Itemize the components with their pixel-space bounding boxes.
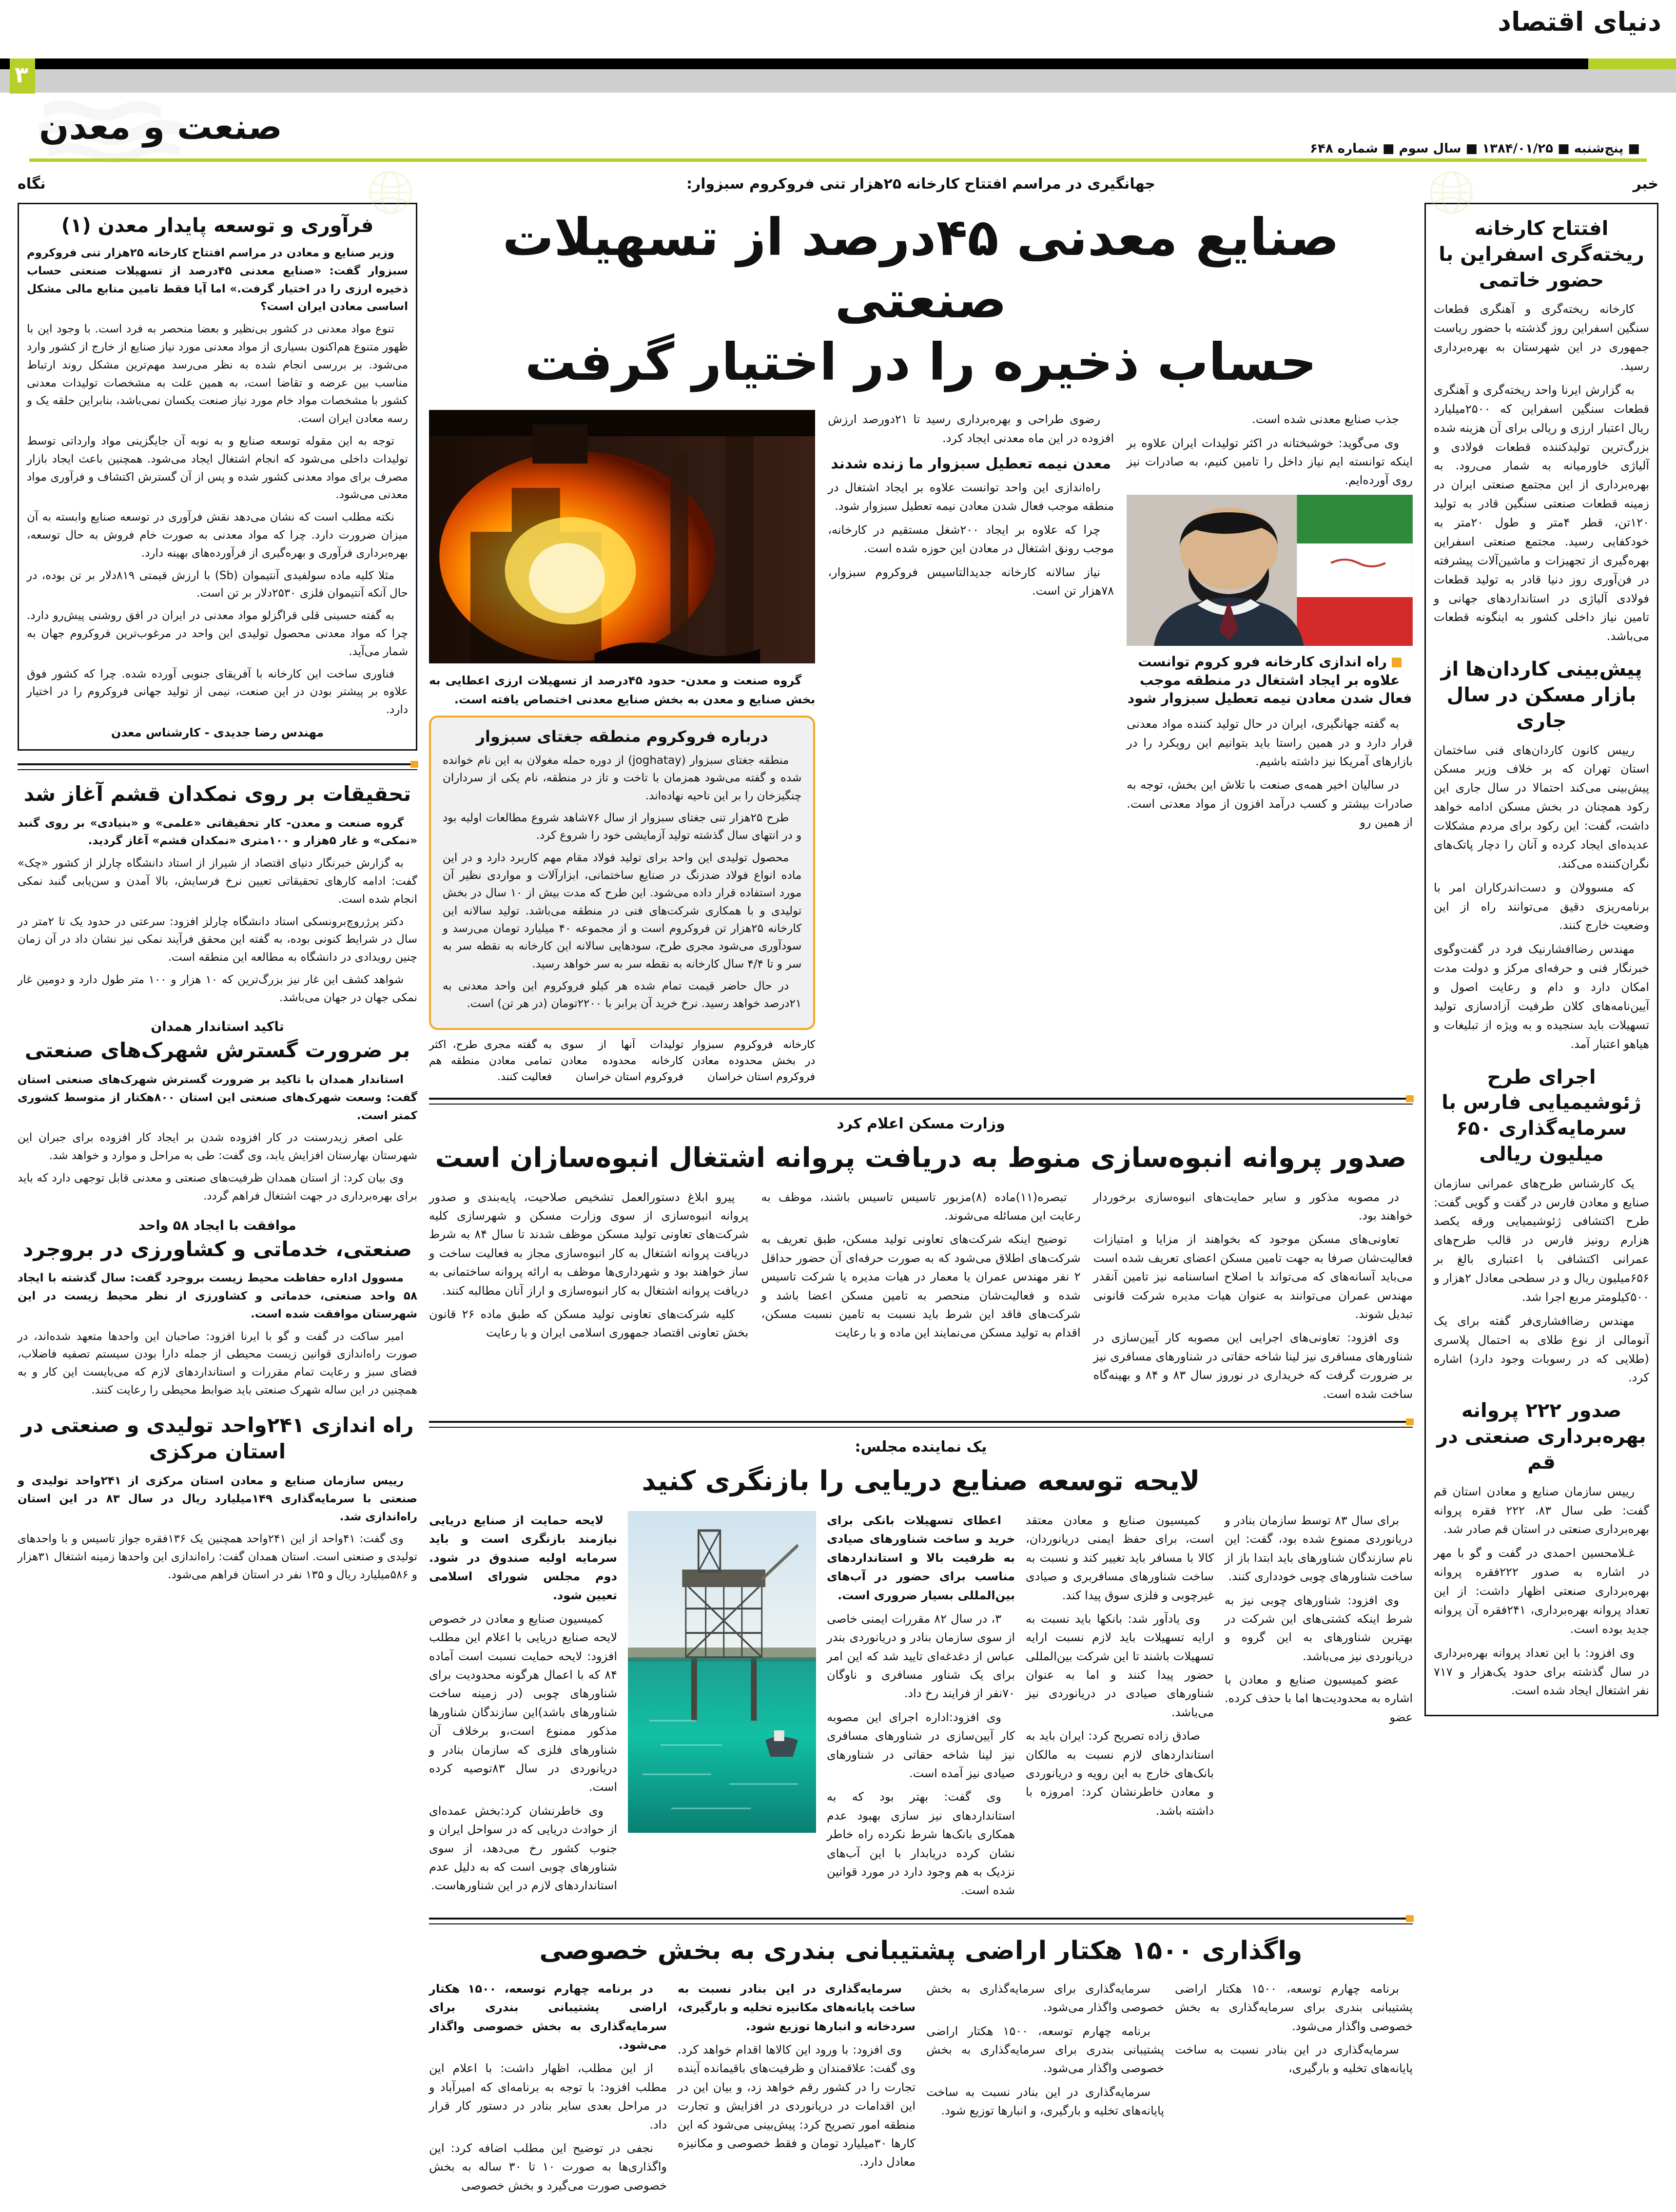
lead: استاندار همدان با تاکید بر ضرورت گسترش شهرک‌های صنعتی استان گفت: وسعت شهرک‌های صنعتی این استان ۸۰۰هکتار از متوسط کشوری کمتر است. — [18, 1073, 417, 1122]
paragraph: منطقه جغتای سبزوار (joghatay) از دوره حمله مغولان به این نام خوانده شده و گفته می‌شود همزمان با تاخت و تاز در منطقه، نام یکی از سرداران چنگیزخان را بر این ناحیه نهاده‌اند. — [443, 754, 802, 802]
masthead — [0, 58, 1676, 93]
infobox-footnote-mid: تولیدات آنها از سوی کارخانه محدوده معادن فروکروم استان خراسان — [561, 1038, 684, 1083]
divider — [429, 1421, 1413, 1423]
offshore-rig-photo — [628, 1511, 816, 1833]
paragraph: نجفی در توضیح این مطلب اضافه کرد: این واگذاری‌ها به صورت ۱۰ تا ۳۰ ساله به بخش خصوصی صورت می‌گیرد و بخش خصوصی — [429, 2141, 667, 2193]
paragraph: یک کارشناس طرح‌های عمرانی سازمان صنایع و معادن فارس در گفت و گویی گفت: طرح اکتشافی ژئوشیمیایی ورقه یکصد هزارم رونیز فارس در قالب طرح‌های عمرانی اکتشافی با اعتباری بالغ بر ۶۵۶میلیون ریال و در سطحی معادل ۲هزار و ۵۰۰کیلومتر مربع اجرا شد. — [1434, 1176, 1649, 1304]
paragraph: به گفته حسینی قلی قراگزلو مواد معدنی در ایران در افق روشنی پیش‌رو دارد. چرا که مواد معدنی محصول تولیدی این واحد در مرغوب‌ترین فروکروم جهان به شمار می‌آید. — [27, 609, 408, 658]
paragraph: مهندس رضاافشاری‌فر گفته برای یک آنومالی از نوع طلای به احتمال پلاسری (طلایی که در رسوبات وجود دارد) اشاره کرد. — [1434, 1314, 1649, 1385]
paragraph: از این مطلب، اظهار داشت: با اعلام این مطلب افزود: با توجه به برنامه‌ای که امیرآباد و در مراحل بعدی سایر بنادر در دستور کار قرار داد. — [429, 2061, 667, 2132]
furnace-photo — [429, 410, 815, 663]
paragraph: تعاونی‌های مسکن موجود که بخواهند از مزایا و امتیازات فعالیت‌شان صرفا به جهت تامین مسکن اعضای تعریف شده است می‌باید آسانه‌های که می‌تواند با اصلاح اساسنامه نیز تامین آنقدر مهندس عمران می‌توانند به عنوان هیات مدیره شرکت قانونی تبدیل شوند. — [1093, 1232, 1413, 1321]
infobox-footnote-right: به گفته مجری طرح، اکثر تمامی معادن منطقه هم فعالیت کنند. — [429, 1038, 552, 1083]
main-col-left-text-2 — [1127, 715, 1413, 832]
lead: مسوول اداره حفاظت محیط زیست بروجرد گفت: سال گذشته با ایجاد ۵۸ واحد صنعتی، خدماتی و کشاورزی از نظر محیط زیست در این شهرستان موافقت شده است. — [18, 1272, 417, 1320]
main-story-grid — [429, 410, 1413, 1085]
left-news-headline-2: بر ضرورت گسترش شهرک‌های صنعتی — [24, 1038, 410, 1063]
newspaper-logo: دنیای اقتصاد — [1498, 6, 1661, 37]
paragraph: لایحه حمایت از صنایع دریایی نیازمند بازنگری است و باید سرمایه اولیه صندوق در شود. دوم مجلس شورای اسلامی تعیین شود. — [429, 1513, 617, 1602]
paragraph: پیرو ابلاغ دستورالعمل تشخیص صلاحیت، پایه‌بندی و صدور پروانه انبوه‌سازی از سوی وزارت مسکن و شهرسازی کلیه شرکت‌های تعاونی تولید مسکن موظف شدند تا سال ۸۴ به شرط دریافت پروانه اشتغال به کار انبوه‌سازی مجاز به فعالیت ساخت و ساز خواهند بود و شهرداری‌ها موظف به ارائه پروانه ساختمانی به دریافت پروانه اشتغال به کار انبوه‌سازی و اراز آنان مطالبه کنند. — [429, 1190, 749, 1298]
left-news-kicker-3: موافقت با ایجاد ۵۸ واحد — [138, 1218, 296, 1233]
mid-section-1-columns — [429, 1188, 1413, 1408]
paragraph: وی افزود: شناورهای چوبی نیز به شرط اینکه کشتی‌های این شرکت در بهترین شناورهای به این گروه و دریانوردی نیز می‌باشد. — [1225, 1593, 1413, 1663]
section-title-block — [29, 97, 380, 163]
infobox-body — [443, 752, 801, 1013]
paragraph: ۳، در سال ۸۲ مقررات ایمنی خاصی از سوی سازمان بنادر و دریانوردی بندر عباس از دغدغه‌ای تایید شد که این امر برای یک شناور مسافری و ناوگان ۷۰نفر از فرایند رخ داد. — [827, 1611, 1015, 1701]
paragraph: سرمایه‌گذاری برای سرمایه‌گذاری به بخش خصوصی واگذار می‌شود. — [926, 1981, 1164, 2015]
left-news-3 — [18, 1218, 417, 1399]
paragraph: فناوری ساخت این کارخانه با آفریقای جنوبی آورده شده. چرا که کشور فوق علاوه بر پیشتر بودن در این صنعت، نیمی از تولید جهانی فروکروم را در اختیار دارد. — [27, 667, 408, 717]
main-subhead: معدن نیمه تعطیل سبزوار ما زنده شدند — [831, 455, 1111, 473]
paragraph: کلیه شرکت‌های تعاونی تولید مسکن که طبق ماده ۲۶ قانون بخش تعاونی اقتصاد جمهوری اسلامی ایران و با رعایت — [429, 1307, 749, 1340]
paragraph: توضیح اینکه شرکت‌های تعاونی تولید مسکن، طبق تعریف به شرکت‌های اطلاق می‌شود که به صورت حرفه‌ای آن حضور حداقل ۲ نفر مهندس عمران یا معمار در هیات مدیره یا شرکت تاسیس شده و فعالیت‌شان منحصر به تامین مسکن اعضا باشد و شرکت‌های فاقد این شرط باید نسبت به تامین نسبت مسکن، اقدام به تولید مسکن می‌نمایند این ماده و با رعایت — [761, 1232, 1081, 1340]
sidebar-article-1 — [1434, 216, 1649, 646]
paragraph: رییس سازمان صنایع و معادن استان قم گفت: طی سال ۸۳، ۲۲۲ فقره پروانه بهره‌برداری صنعتی در استان قم صادر شد. — [1434, 1484, 1649, 1536]
lead: در برنامه چهارم توسعه، ۱۵۰۰ هکتار اراضی پشتیبانی بندری برای سرمایه‌گذاری به بخش خصوصی واگذار می‌شود. — [429, 1981, 667, 2052]
paragraph: صادق زاده تصریح کرد: ایران باید به استانداردهای لازم نسبت به مالکان بانک‌های خارج به این رویه و دریانوردی و معادن خاطرنشان کرد: امروزه با داشته باشد. — [1026, 1729, 1214, 1818]
paragraph: به گزارش خبرنگار دنیای اقتصاد از شیراز از استاد دانشگاه چارلز از کشور «چک» گفت: ادامه کارهای تحقیقاتی تعیین نرخ فرسایش، بالا آمدن و سن‌یابی گنبد نمکی انجام شده است. — [18, 857, 417, 906]
main-lead: گروه صنعت و معدن- حدود ۴۵درصد از تسهیلات ارزی اعطایی به بخش صنایع و معدن به بخش صنایع معدنی اختصاص یافته است. — [429, 674, 816, 706]
left-news-body-2 — [18, 1071, 417, 1205]
page-number: ۳ — [15, 61, 29, 88]
left-sidebar — [18, 175, 417, 2189]
left-news-body-3 — [18, 1269, 417, 1399]
sidebar-headline-2: پیش‌بینی کاردان‌ها از بازار مسکن در سال جاری — [1441, 658, 1642, 732]
paragraph: در سالیان اخیر همه‌ی صنعت با تلاش این بخش، توجه به صادرات بیشتر و کسب درآمد افزون از مواد معدنی است. از همین رو — [1127, 778, 1413, 830]
left-news-kicker-2: تاکید استاندار همدان — [151, 1019, 284, 1035]
divider-thin — [429, 1923, 1413, 1924]
caption-text: راه اندازی کارخانه فرو کروم توانست علاوه بر ایجاد اشتغال در منطقه موجب فعال شدن معادن نیمه تعطیل سبزوار شود — [1127, 653, 1412, 707]
masthead-grey-bar — [0, 69, 1676, 93]
section-title: صنعت و معدن — [39, 106, 282, 147]
left-sidebar-label: نگاه — [18, 175, 46, 193]
divider-thin — [429, 1427, 1413, 1428]
paragraph: به گفته جهانگیری، ایران در حال تولید کننده مواد معدنی قرار دارد و در همین راستا باید بتوانیم این رویکرد را در بازارهای آمریکا نیز داشته باشیم. — [1127, 717, 1413, 769]
paragraph: دکتر پرژروچ‌برونسکی استاد دانشگاه چارلز افزود: سرعتی در حدود یک تا ۲متر در سال در شرایط کنونی بوده، به گفته این محقق فرآیند نمکی نیز نشان داد در آن زمان چنین رویدادی در دانشگاه به مطالعه این منطقه است. — [18, 915, 417, 964]
paragraph: وی بیان کرد: از استان همدان ظرفیت‌های صنعتی و معدنی قابل توجهی دارد که باید برای بهره‌برداری در جهت اشتغال فراهم گردد. — [18, 1172, 417, 1203]
mid-col — [827, 1511, 1015, 1905]
paragraph: سرمایه‌گذاری در این بنادر نسبت به ساخت پایانه‌های تخلیه و بارگیری، — [1175, 2042, 1413, 2076]
mid-col — [429, 1188, 748, 1408]
opinion-headline: فرآوری و توسعه پایدار معدن (۱) — [61, 214, 374, 237]
paragraph: وی افزود:اداره اجرای این مصوبه کار آیین‌سازی در شناورهای مسافری نیز لینا شاخه حقاتی در شناورهای صیادی نیز آمده است. — [827, 1710, 1015, 1781]
sidebar-article-3 — [1434, 1065, 1649, 1388]
paragraph: چرا که علاوه بر ایجاد ۲۰۰شغل مستقیم در کارخانه، موجب رونق اشتغال در معادن این حوزه شده است. — [828, 523, 1114, 556]
paragraph: مهندس رضاافشارنیک فرد در گفت‌وگوی خبرنگار فنی و حرفه‌ای مرکز و دولت مدت امکان دارد و دام و رعایت اصول و آیین‌نامه‌های کلان طرفیت آزادسازی تولید تسهیلات باید سنجیده و به ویژه از تبلیغات و هیاهو اعتبار آمد. — [1434, 942, 1649, 1051]
mid-section-1 — [429, 1115, 1413, 1408]
paragraph: مثلا کلیه ماده سولفیدی آنتیموان (Sb) با ارزش قیمتی ۸۱۹دلار بر تن بوده، در حال آنکه آنتیموان فلزی ۲۵۳۰دلار بر تن است. — [27, 569, 408, 600]
infobox-title: درباره فروکروم منطقه جغتای سبزوار — [476, 727, 768, 746]
paragraph: امیر ساکت در گفت و گو با ایرنا افزود: صاحبان این واحدها متعهد شده‌اند، در صورت راه‌اندازی قوانین زیست محیطی از جمله دارا بودن سیستم تصفیه فاضلاب، فضای سبز و رعایت تمام مقررات و استانداردهای لازم که می‌بایست این کار و به همچنین در این ساله شهرک صنعتی باید ضوابط محیطی را رعایت کنند. — [18, 1330, 417, 1397]
lead: رییس سازمان صنایع و معادن استان مرکزی از ۲۴۱واحد تولیدی و صنعتی با سرمایه‌گذاری ۱۴۹میلیارد ریال در سال ۸۳ در این استان راه‌اندازی شد. — [18, 1475, 417, 1523]
mid-col — [926, 1979, 1164, 2200]
paragraph: وی خاطرنشان کرد:بخش عمده‌ای از حوادث دریایی که در سواحل ایران و جنوب کشور رخ می‌دهد، از سوی شناورهای چوبی است که به دلیل عدم استانداردهای لازم در این شناورهاست. — [429, 1804, 617, 1893]
main-headline-line-1: صنایع معدنی ۴۵درصد از تسهیلات صنعتی — [502, 208, 1340, 330]
mid-col — [678, 1979, 916, 2200]
mid-col — [429, 1979, 667, 2200]
paragraph: که مسوولان و دست‌اندرکاران امر با برنامه‌ریزی دقیق می‌توانند راه از این وضعیت خارج کنند. — [1434, 880, 1649, 932]
paragraph: کمیسیون صنایع و معادن معتقد است، برای حفظ ایمنی دریانوردان، کالا با مسافر باید تغییر کند و نسبت به ساخت شناورهای مسافربری و صیادی غیرچوبی و فلزی سوق پیدا کند. — [1026, 1513, 1214, 1602]
main-col-left — [1127, 410, 1413, 1085]
mid-col — [1026, 1511, 1214, 1905]
minister-portrait-photo — [1127, 495, 1413, 646]
paragraph: وی یادآور شد: بانکها باید نسبت به ارایه تسهیلات باید لازم نسبت ارایه تسهیلات باشند تا این شرکت بین‌المللی حضور پیدا کنند و اما به عنوان شناورهای صیادی در دریانوردی نیز می‌باشد. — [1026, 1611, 1214, 1719]
section-divider-rule — [29, 158, 1647, 162]
sidebar-body-2 — [1434, 741, 1649, 1054]
sidebar-body-3 — [1434, 1174, 1649, 1388]
mid-section-3 — [429, 1935, 1413, 2200]
paragraph: در حال حاضر قیمت تمام شده هر کیلو فروکروم این واحد معدنی به ۲۱درصد خواهد رسید. نرخ خرید آن برابر با ۲۲۰۰تومان (در هر تن) است. — [443, 980, 802, 1010]
right-sidebar — [1424, 175, 1658, 2189]
paragraph: راه‌اندازی این واحد توانست علاوه بر ایجاد اشتغال در منطقه موجب فعال شدن معادن نیمه تعطیل سبزوار شود. — [828, 481, 1114, 513]
divider — [18, 763, 417, 765]
masthead-black-bar — [0, 58, 1676, 69]
paragraph: رییس کانون کاردان‌های فنی ساختمان استان تهران که بر خلاف وزیر مسکن پیش‌بینی می‌کند احتمالا در سال جاری این رکود همچنان در بخش مسکن ادامه خواهد داشت، گفت: این رکود برای مردم مشکلات عدیده‌ای ایجاد کرده و آنان را دچار پاتک‌های نگران‌کننده می‌کند. — [1434, 743, 1649, 871]
left-news-body-1 — [18, 815, 417, 1007]
divider — [429, 1098, 1413, 1100]
mid-col — [429, 1511, 617, 1905]
paragraph: وی افزود: با این تعداد پروانه بهره‌برداری در سال گذشته برای حدود یک‌هزار و ۷۱۷ نفر اشتغال ایجاد شده است. — [1434, 1646, 1649, 1698]
main-content — [429, 175, 1413, 2193]
paragraph: طرح ۲۵هزار تنی جغتای سبزوار از سال ۷۶شاهد شروع مطالعات اولیه بود و در انتهای سال گذشته تولید آزمایشی خود را شروع کرد. — [443, 812, 802, 842]
caption-bullet-icon — [1392, 658, 1402, 667]
paragraph: به گزارش ایرنا واحد ریخته‌گری و آهنگری قطعات سنگین اسفراین که ۲۵۰۰میلیارد ریال اعتبار ارزی و ریالی برای آن هزینه شده بزرگ‌ترین تولیدکننده قطعات فولادی و آلیاژی خاورمیانه به شمار می‌رود. به بهره‌برداری از این مجتمع صنعتی ایران در زمینه قطعات صنعتی سنگین قادر به تولید ۱۲۰تن، قطر ۴متر و طول ۲۰متر به خودکفایی رسید. مجتمع صنعتی اسفراین بهره‌گیری از تجهیزات و ماشین‌آلات پیشرفته در فن‌آوری روز دنیا قادر به تولید قطعات فولادی آلیاژی در استانداردهای جهانی و تامین نیاز داخلی کشور به اینگونه قطعات می‌باشد. — [1434, 383, 1649, 643]
mid-section-3-columns — [429, 1979, 1413, 2200]
paragraph: علی اصغر زیدرسنت در کار افزوده شدن بر ایجاد کار افزوده برای جبران این شهرستان بهارستان افزایش یابد، وی گفت: طی به مراحل و موارد و خواهد شد. — [18, 1131, 417, 1163]
paragraph: کارخانه ریخته‌گری و آهنگری قطعات سنگین اسفراین روز گذشته با حضور ریاست جمهوری در این شهرستان به بهره‌برداری رسید. — [1434, 302, 1649, 373]
dateline: ■ پنج‌شنبه ■ ۱۳۸۴/۰۱/۲۵ ■ سال سوم ■ شماره ۶۴۸ — [1303, 141, 1647, 156]
infobox — [429, 716, 815, 1030]
main-kicker: جهانگیری در مراسم افتتاح کارخانه ۲۵هزار تنی فروکروم سبزوار: — [686, 175, 1156, 193]
sidebar-headline-1: افتتاح کارخانه ریخته‌گری اسفراین با حضور خاتمی — [1439, 217, 1644, 291]
right-sidebar-label: خبر — [1633, 175, 1658, 193]
sidebar-article-4 — [1434, 1398, 1649, 1700]
paragraph: کمیسیون صنایع و معادن در خصوص لایحه صنایع دریایی با اعلام این مطلب افزود: لایحه حمایت نسبت است آماده ۸۴ که با اعمال هرگونه محدودیت برای شناورهای چوبی (در زمینه ساخت شناورهای باشد)این سازندگان شناورها مذکور ممنوع است،و برخلاف آن شناورهای فلزی که سازمان بنادر و دریانوردی در سال ۸۳توصیه کرده است. — [429, 1611, 618, 1794]
left-news-1 — [18, 781, 417, 1007]
mid-col — [1093, 1188, 1413, 1408]
paragraph: برای سال ۸۳ توسط سازمان بنادر و دریانوردی ممنوع شده بود، گفت: این نام سازندگان شناورهای باید ابتدا باز از ساخت شناورهای چوبی خودداری کنند. — [1225, 1513, 1413, 1584]
paragraph: رضوی طراحی و بهره‌برداری رسید تا ۲۱دورصد ارزش افزوده در این ماه معدنی ایجاد کرد. — [828, 412, 1114, 445]
mid-col-with-photo — [628, 1511, 816, 1905]
masthead-green-tab — [1588, 58, 1676, 69]
left-news-4 — [18, 1412, 417, 1584]
paragraph: عضو کمیسیون صنایع و معادن با اشاره به محدودیت‌ها اما با حذف کرده. عضو — [1225, 1673, 1413, 1724]
main-headline-line-2: حساب ذخیره را در اختیار گرفت — [525, 332, 1317, 392]
main-col-photo — [429, 410, 815, 1085]
paragraph: برنامه چهارم توسعه، ۱۵۰۰ هکتار اراضی پشتیبانی بندری برای سرمایه‌گذاری به بخش خصوصی واگذار می‌شود. — [1175, 1981, 1413, 2033]
paragraph: در مصوبه مذکور و سایر حمایت‌های انبوه‌سازی برخوردار خواهند بود. — [1093, 1190, 1413, 1223]
main-col-middle — [828, 410, 1114, 1085]
opinion-lead: وزیر صنایع و معادن در مراسم افتتاح کارخانه ۲۵هزار تنی فروکروم سبزوار گفت: «صنایع معدنی ۴۵درصد از تسهیلات صنعتی حساب ذخیره ارزی را در اختیار گرفت.» اما آیا فقط تامین منابع مالی مشکل اساسی معادن ایران است؟ — [27, 247, 408, 313]
main-col-photo-text — [429, 671, 815, 709]
paragraph: تنوع مواد معدنی در کشور بی‌نظیر و بعضا منحصر به فرد است. با وجود این با ظهور متنوع هم‌اکنون بسیاری از مواد معدنی مورد نیاز صنایع از خارج از کشور وارد می‌شود. بر بررسی انجام شده به نظر می‌رسد مهم‌ترین مشکل روند ارتباط مناسب بین عرضه و تقاضا است، به همین علت به مشخصات تولیدات معدنی کشور با مشخصات مواد خام مورد نیاز صنعت یکسان نمی‌باشد، بنابراین حلقه یک و رسه معادن ایران است. — [27, 323, 408, 426]
main-col-middle-text-2 — [828, 478, 1114, 600]
mid-kicker-2: یک نماینده مجلس: — [855, 1438, 987, 1455]
paragraph: غـلامحسین احمدی در گفت و گو با مهر در اشاره به صدور ۲۲۲فقره پروانه بهره‌برداری صنعتی اظهار داشت: از این تعداد پروانه بهره‌برداری، ۲۴۱فقره آن پروانه جدید بوده است. — [1434, 1546, 1650, 1636]
paragraph: وی می‌گوید: خوشبختانه در اکثر تولیدات ایران علاوه بر اینکه توانسته ایم نیاز داخل را تامین کنیم، به صادرات نیز روی آورده‌ایم. — [1127, 436, 1413, 487]
mid-headline-3: واگذاری ۱۵۰۰ هکتار اراضی پشتیبانی بندری به بخش خصوصی — [539, 1936, 1303, 1965]
paragraph: سرمایه‌گذاری در این بنادر نسبت به ساخت پایانه‌های مکانیزه تخلیه و بارگیری، سردخانه و انبارها توزیع شود. — [678, 1981, 916, 2033]
mid-kicker-1: وزارت مسکن اعلام کرد — [837, 1115, 1005, 1132]
sidebar-article-2 — [1434, 657, 1649, 1053]
main-headline — [429, 206, 1413, 393]
mid-section-2 — [429, 1438, 1413, 1905]
left-news-2 — [18, 1019, 417, 1205]
paragraph: تبصره(۱۱)ماده (۸)مزبور تاسیس تاسیس باشند، موظف به رعایت این مسائله می‌شوند. — [761, 1190, 1081, 1223]
paragraph: وی گفت: بهتر بود که به استانداردهای نیز سازی بهبود عدم همکاری بانک‌ها شرط نکرده راه خاطر نشان کرده دریابدار با این آب‌های نزدیک به هم وجود دارد در مورد قوانین شده است. — [827, 1790, 1015, 1898]
left-news-body-4 — [18, 1472, 417, 1584]
mid-col — [1225, 1511, 1413, 1905]
paragraph: توجه به این مقوله توسعه صنایع و به نوبه آن جایگزینی مواد وارداتی توسط تولیدات داخلی می‌شود که انجام اشتغال ایجاد می‌شود. همچنین باعث ایجاد بازار مصرف برای مواد معدنی کشور شده و پس از آن گسترش اکتشاف و فرآوری مواد معدنی می‌شود. — [27, 434, 408, 502]
mid-headline-2: لایحه توسعه صنایع دریایی را بازنگری کنید — [642, 1465, 1200, 1497]
lead: گروه صنعت و معدن- کار تحقیقاتی «علمی» و «بنیادی» بر روی گنبد «نمکی» و غار ۵هزار و ۱۰۰متری «نمکدان قشم» آغاز گردید. — [18, 816, 417, 848]
paragraph: نیاز سالانه کارخانه جدیدالتاسیس فروکروم سبزوار، ۷۸هزار تن است. — [828, 565, 1114, 598]
sidebar-headline-4: صدور ۲۲۲ پروانه بهره‌برداری صنعتی در قم — [1437, 1399, 1646, 1474]
mid-col — [1175, 1979, 1413, 2200]
opinion-body — [27, 244, 408, 719]
main-col-left-text — [1127, 410, 1413, 490]
divider-thin — [429, 1104, 1413, 1105]
infobox-footnote-left: کارخانه فروکروم سبزوار در بخش محدوده معادن فروکروم استان خراسان — [692, 1038, 816, 1083]
sidebar-body-1 — [1434, 300, 1649, 646]
sidebar-body-4 — [1434, 1482, 1649, 1701]
mid-col — [761, 1188, 1080, 1408]
left-news-headline-4: راه اندازی ۲۴۱واحد تولیدی و صنعتی در استان مرکزی — [21, 1413, 414, 1464]
paragraph: جذب صنایع معدنی شده است. — [1252, 412, 1399, 427]
opinion-box — [18, 203, 417, 751]
divider-thin — [18, 769, 417, 770]
photo-caption — [1127, 653, 1413, 708]
left-news-headline-1: تحقیقات بر روی نمکدان قشم آغاز شد — [23, 781, 411, 806]
paragraph: محصول تولیدی این واحد برای تولید فولاد مقام مهم کاربرد دارد و در این ماده انواع فولاد ضدزنگ در صنایع ساختمانی، ابزارآلات و مواردی نظیر آن مورد استفاده قرار داده می‌شود. این طرح که مدت بیش از ۱۰ سال در بخش تولیدی و با همکاری شرکت‌های فنی در منطقه می‌باشد. تولید سالانه این کارخانه ۲۵هزار تن فروکروم است و از مجموعه ۴۰ میلیارد تومان می‌رسد و سودآوری می‌شود مجری طرح، سودهایی سالانه این کارخانه به نقطه سر به سر و تا ۴/۴ سال کارخانه به نقطه سر به سر خواهد رسید. — [443, 851, 802, 970]
mid-section-2-columns — [429, 1511, 1413, 1905]
paragraph: وی افزود: تعاونی‌های اجرایی این مصوبه کار آیین‌سازی در شناورهای مسافری نیز لینا شاخه حقاتی در شناورهای مسافری نیز بر ضرورت گرفت که خریداری در نوروز سال ۸۳ و ۸۴ و بهینه‌گاه ساخت شده است. — [1093, 1331, 1413, 1401]
paragraph: برنامه چهارم توسعه، ۱۵۰۰ هکتار اراضی پشتیبانی بندری برای سرمایه‌گذاری به بخش خصوصی واگذار می‌شود. — [926, 2024, 1164, 2076]
paragraph: نکته مطلب است که نشان می‌دهد نقش فرآوری در توسعه صنایع وابسته به آن میزان ضرورت دارد. چرا که مواد معدنی به صورت خام فروش به حال توسعه، بهره‌برداری فرآوری و بهره‌گیری از فرآورده‌های بهینه دارد. — [27, 511, 408, 560]
left-news-headline-3: صنعتی، خدماتی و کشاورزی در بروجرد — [22, 1237, 412, 1261]
paragraph: وی افزود: با ورود این کالاها اقدام خواهد کرد. وی گفت: علاقمندان و ظرفیت‌های باقیمانده آینده تجارت را در کشور رقم خواهد زد، و بیان این در این اقدامات در دریانوردی در افزایش و تجارت منطقه امور تصریح کرد: پیش‌بینی می‌شود که این کارها ۳۰میلیارد تومان و فقط خصوصی و مکانیزه معادل دارد. — [678, 2042, 916, 2169]
sidebar-headline-3: اجرای طرح ژئوشیمیایی فارس با سرمایه‌گذاری ۶۵۰ میلیون ریالی — [1442, 1066, 1641, 1165]
mid-headline-1: صدور پروانه انبوه‌سازی منوط به دریافت پروانه اشتغال انبوه‌سازان است — [435, 1142, 1407, 1174]
opinion-byline: مهندس رضا جدیدی - کارشناس معدن — [111, 725, 324, 739]
main-col-middle-text — [828, 410, 1114, 447]
paragraph: سرمایه‌گذاری در این بنادر نسبت به ساخت پایانه‌های تخلیه و بارگیری، و انبارها توزیع شود. — [926, 2085, 1164, 2118]
paragraph: اعطای تسهیلات بانکی برای خرید و ساخت شناورهای صیادی به ظرفیت بالا و استانداردهای مناسب برای حضور در آب‌های بین‌المللی بسیار ضروری است. — [827, 1513, 1015, 1602]
sidebar-news-box — [1424, 203, 1658, 1716]
paragraph: وی گفت: ۴۱واحد از این ۲۴۱واحد همچنین یک ۱۳۶فقره جواز تاسیس و با واحدهای تولیدی و صنعتی است. استان همدان گفت: راه‌اندازی این واحدها زمینه اشتغال ۳۱هزار و ۵۸۶میلیارد ریال و ۱۳۵ نفر در استان فراهم می‌شود. — [18, 1533, 417, 1581]
paragraph: شواهد کشف این غار نیز بزرگ‌ترین که ۱۰ هزار و ۱۰۰ متر طول دارد و دومین غار نمکی جهان در جهان می‌باشد. — [18, 973, 417, 1004]
divider — [429, 1918, 1413, 1920]
